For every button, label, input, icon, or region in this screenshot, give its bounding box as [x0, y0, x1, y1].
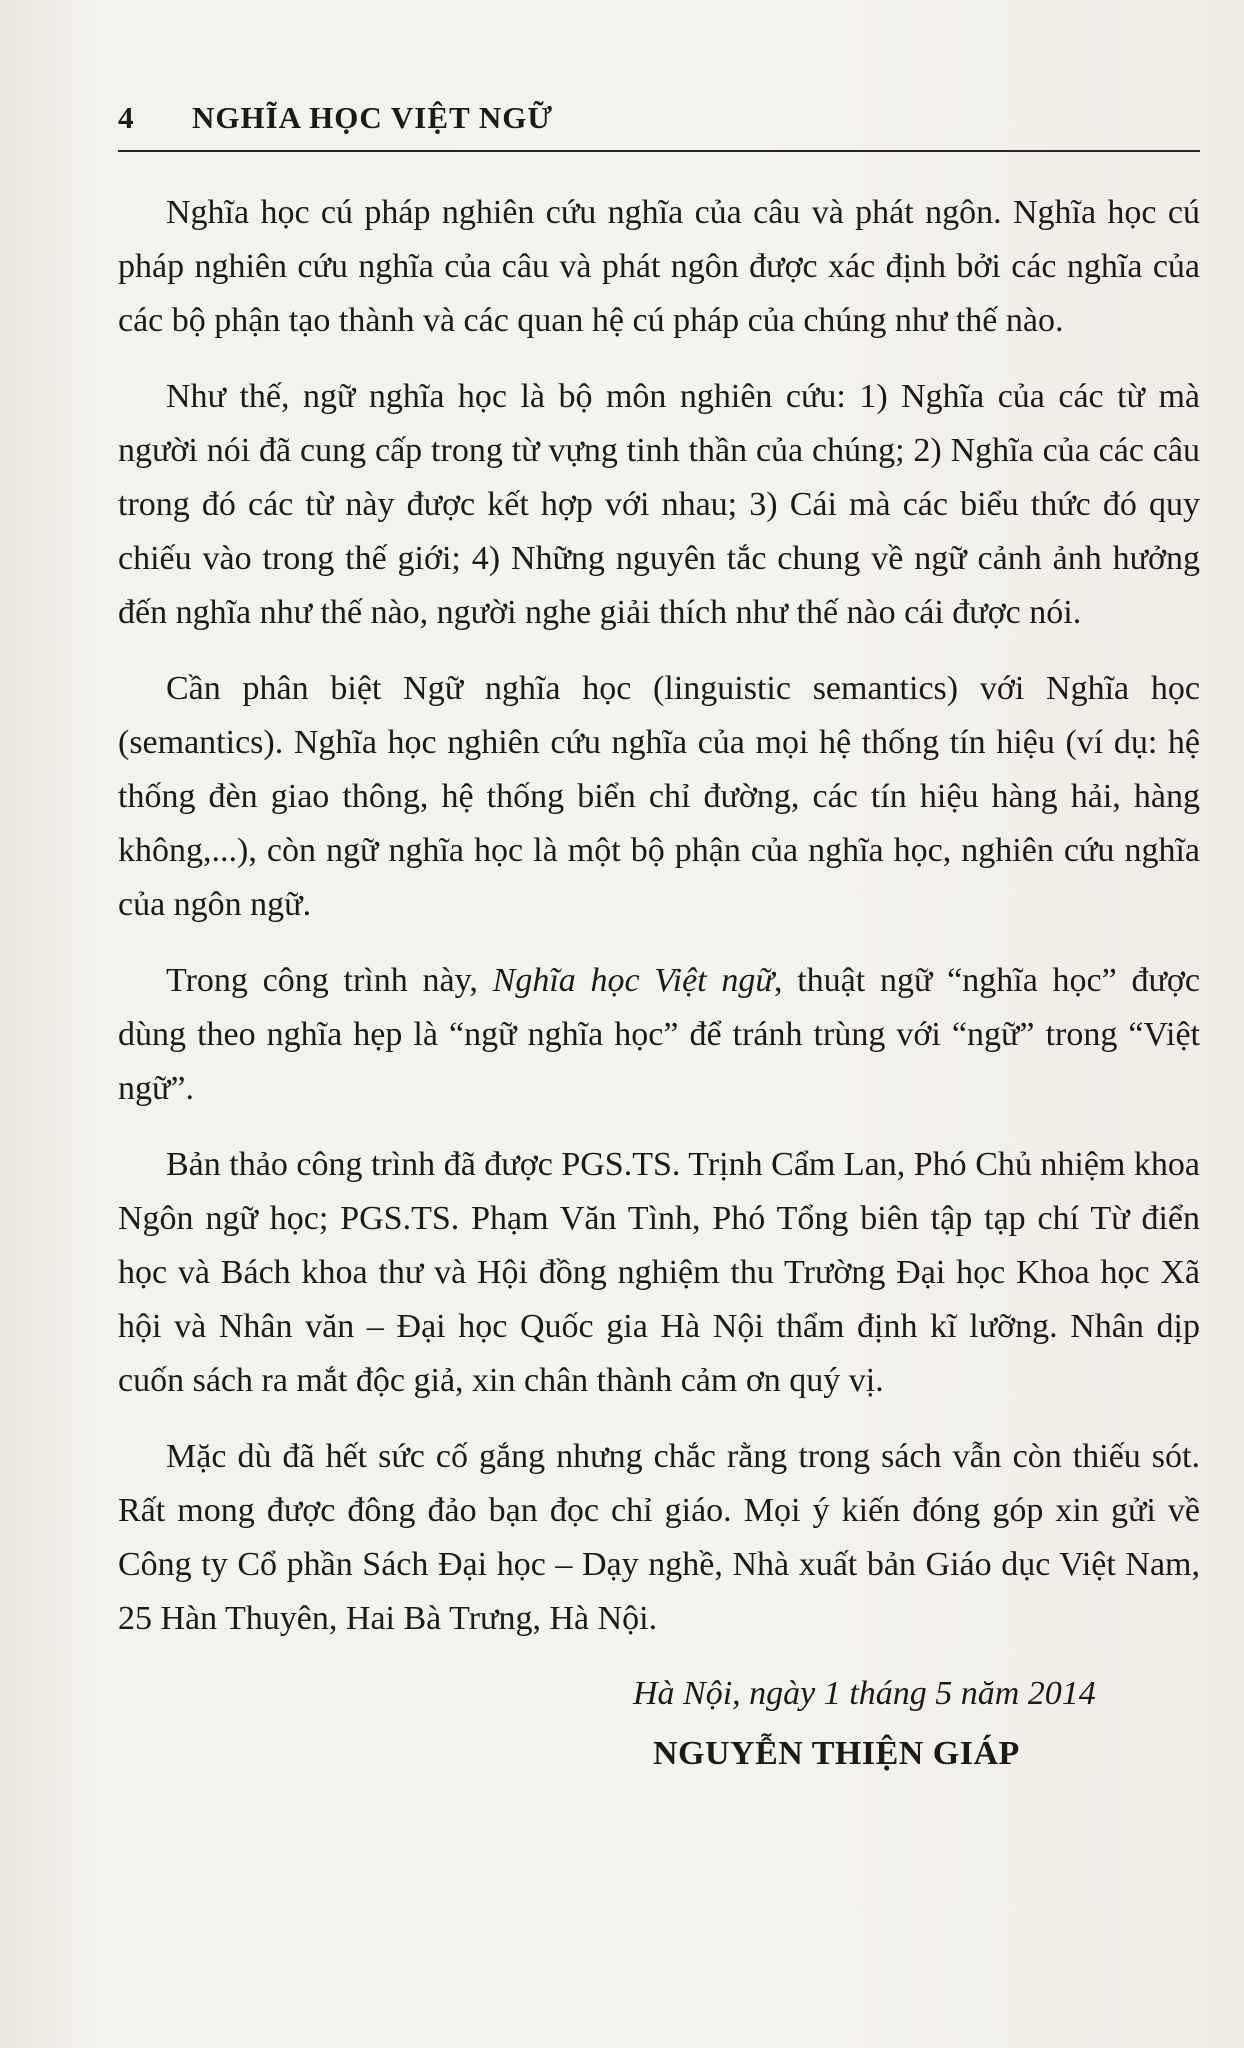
- paragraph-3: Cần phân biệt Ngữ nghĩa học (linguistic semantics) với Nghĩa học (semantics). Nghĩa học nghiên cứu nghĩa của mọi hệ thống tín hiệu (ví dụ: hệ thống đèn giao thông, hệ thống biển chỉ đường, các tín hiệu hàng hải, hàng không,...), còn ngữ nghĩa học là một bộ phận của nghĩa học, nghiên cứu nghĩa của ngôn ngữ.: [118, 670, 1200, 923]
- paragraph-2: Như thế, ngữ nghĩa học là bộ môn nghiên cứu: 1) Nghĩa của các từ mà người nói đã cung cấp trong từ vựng tinh thần của chúng; 2) Nghĩa của các câu trong đó các từ này được kết hợp với nhau; 3) Cái mà các biểu thức đó quy chiếu vào trong thế giới; 4) Những nguyên tắc chung về ngữ cảnh ảnh hưởng đến nghĩa như thế nào, người nghe giải thích như thế nào cái được nói.: [118, 378, 1200, 631]
- running-header: [118, 100, 1200, 152]
- paragraph-4: [118, 954, 1200, 1116]
- paragraph-5: Bản thảo công trình đã được PGS.TS. Trịnh Cẩm Lan, Phó Chủ nhiệm khoa Ngôn ngữ học; PGS.TS. Phạm Văn Tình, Phó Tổng biên tập tạp chí Từ điển học và Bách khoa thư và Hội đồng nghiệm thu Trường Đại học Khoa học Xã hội và Nhân văn – Đại học Quốc gia Hà Nội thẩm định kĩ lưỡng. Nhân dịp cuốn sách ra mắt độc giả, xin chân thành cảm ơn quý vị.: [118, 1146, 1200, 1399]
- book-title-italic: Nghĩa học Việt ngữ: [492, 962, 774, 999]
- signature-author: NGUYỄN THIỆN GIÁP: [653, 1735, 1020, 1772]
- paragraph-6: Mặc dù đã hết sức cố gắng nhưng chắc rằng trong sách vẫn còn thiếu sót. Rất mong được đông đảo bạn đọc chỉ giáo. Mọi ý kiến đóng góp xin gửi về Công ty Cổ phần Sách Đại học – Dạy nghề, Nhà xuất bản Giáo dục Việt Nam, 25 Hàn Thuyên, Hai Bà Trưng, Hà Nội.: [118, 1438, 1200, 1637]
- body-text: [118, 186, 1200, 1646]
- signature-block: [118, 1668, 1200, 1780]
- running-title: NGHĨA HỌC VIỆT NGỮ: [192, 100, 554, 135]
- paragraph-4-rest: , thuật ngữ “nghĩa học” được dùng theo nghĩa hẹp là “ngữ nghĩa học” để tránh trùng với “ngữ” trong “Việt ngữ”.: [118, 962, 1200, 1107]
- paragraph-4-lead: Trong công trình này,: [166, 962, 493, 999]
- signature-place-date: Hà Nội, ngày 1 tháng 5 năm 2014: [633, 1675, 1096, 1712]
- page-number: 4: [118, 100, 135, 135]
- paragraph-1: Nghĩa học cú pháp nghiên cứu nghĩa của câu và phát ngôn. Nghĩa học cú pháp nghiên cứu nghĩa của câu và phát ngôn được xác định bởi các nghĩa của các bộ phận tạo thành và các quan hệ cú pháp của chúng như thế nào.: [118, 194, 1200, 339]
